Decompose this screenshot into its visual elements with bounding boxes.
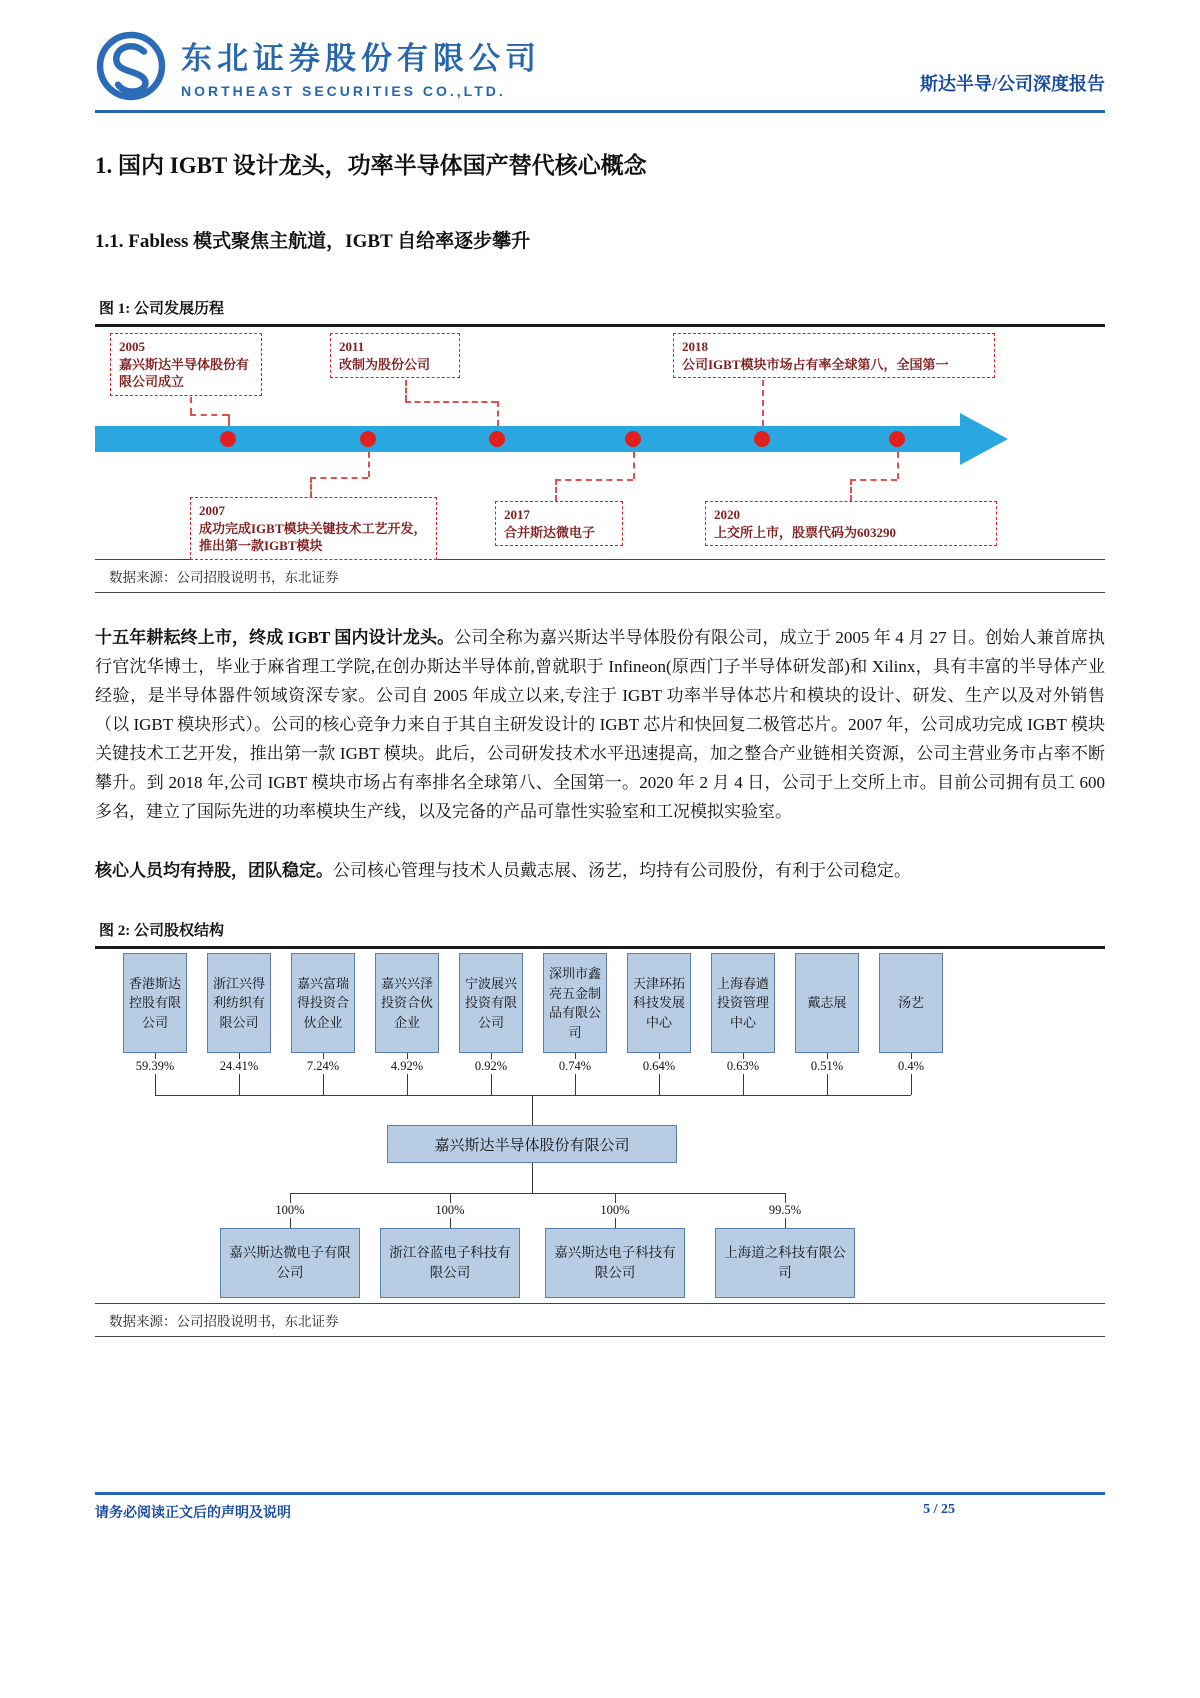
milestone-2007 — [190, 497, 437, 560]
ownership-pct: 0.63% — [701, 1059, 785, 1074]
brand-block — [95, 30, 541, 102]
brand-text — [181, 33, 541, 99]
connector-dashed — [850, 479, 852, 501]
connector-dashed — [405, 380, 407, 401]
milestone-year: 2011 — [339, 339, 365, 354]
figure-rule — [95, 324, 1105, 327]
ownership-pct: 0.4% — [869, 1059, 953, 1074]
milestone-2018 — [673, 333, 995, 378]
milestone-year: 2007 — [199, 503, 225, 518]
shareholder-box: 嘉兴兴泽投资合伙企业 — [375, 953, 439, 1053]
subsidiary-pct: 100% — [410, 1203, 490, 1218]
milestone-year: 2020 — [714, 507, 740, 522]
shareholder-box: 嘉兴富瑞得投资合伙企业 — [291, 953, 355, 1053]
connector-dashed — [497, 401, 499, 426]
paragraph-lead: 核心人员均有持股，团队稳定。 — [95, 861, 333, 880]
equity-structure-chart — [95, 953, 1105, 1303]
milestone-text: 公司IGBT模块市场占有率全球第八，全国第一 — [682, 356, 949, 372]
parent-company-box: 嘉兴斯达半导体股份有限公司 — [387, 1125, 677, 1163]
subsection-heading: 1.1. Fabless 模式聚焦主航道，IGBT 自给率逐步攀升 — [95, 231, 531, 252]
section-heading: 1. 国内 IGBT 设计龙头，功率半导体国产替代核心概念 — [95, 153, 647, 178]
figure-rule — [95, 946, 1105, 949]
milestone-year: 2005 — [119, 339, 145, 354]
header-rule — [95, 110, 1105, 113]
timeline-dot — [360, 431, 376, 447]
connector-dashed — [850, 479, 897, 481]
timeline-dot — [220, 431, 236, 447]
subsidiary-pct: 100% — [250, 1203, 330, 1218]
connector-line — [532, 1095, 533, 1125]
page-number: 5 / 25 — [923, 1502, 955, 1517]
milestone-text: 成功完成IGBT模块关键技术工艺开发，推出第一款IGBT模块 — [199, 520, 427, 554]
connector-dashed — [368, 452, 370, 477]
connector-dashed — [310, 477, 312, 497]
connector-dashed — [555, 479, 633, 481]
connector-line — [290, 1193, 785, 1194]
connector-dashed — [633, 452, 635, 479]
paragraph-text: 公司核心管理与技术人员戴志展、汤艺，均持有公司股份，有利于公司稳定。 — [333, 861, 911, 880]
ownership-pct: 0.64% — [617, 1059, 701, 1074]
shareholder-box: 宁波展兴投资有限公司 — [459, 953, 523, 1053]
timeline-dot — [489, 431, 505, 447]
body-paragraph-2 — [95, 856, 1105, 885]
milestone-2020 — [705, 501, 997, 546]
milestone-text: 合并斯达微电子 — [504, 524, 596, 540]
figure-2-caption: 图 2: 公司股权结构 — [99, 923, 224, 939]
page-footer — [95, 1492, 1105, 1522]
milestone-text: 改制为股份公司 — [339, 356, 431, 372]
paragraph-lead: 十五年耕耘终上市，终成 IGBT 国内设计龙头。 — [95, 628, 455, 647]
ownership-pct: 24.41% — [197, 1059, 281, 1074]
report-tag: 斯达半导/公司深度报告 — [920, 74, 1105, 94]
subsidiary-pct: 99.5% — [745, 1203, 825, 1218]
milestone-text: 嘉兴斯达半导体股份有限公司成立 — [119, 356, 250, 390]
development-timeline — [95, 331, 1105, 559]
shareholder-box: 天津环拓科技发展中心 — [627, 953, 691, 1053]
ownership-pct: 0.74% — [533, 1059, 617, 1074]
connector-line — [155, 1095, 911, 1096]
subsidiary-box: 嘉兴斯达微电子有限公司 — [220, 1228, 360, 1298]
body-paragraph-1 — [95, 623, 1105, 826]
shareholder-box: 汤艺 — [879, 953, 943, 1053]
subsidiary-box: 上海道之科技有限公司 — [715, 1228, 855, 1298]
timeline-arrowhead-icon — [960, 413, 1008, 465]
milestone-2017 — [495, 501, 623, 546]
shareholder-box: 香港斯达控股有限公司 — [123, 953, 187, 1053]
ownership-pct: 0.92% — [449, 1059, 533, 1074]
figure-2 — [95, 919, 1105, 1337]
subsidiary-pct: 100% — [575, 1203, 655, 1218]
figure-1-caption: 图 1: 公司发展历程 — [99, 301, 224, 317]
figure-1 — [95, 297, 1105, 593]
ownership-pct: 7.24% — [281, 1059, 365, 1074]
connector-dashed — [310, 477, 368, 479]
company-name-en: NORTHEAST SECURITIES CO.,LTD. — [181, 83, 506, 99]
ownership-pct: 4.92% — [365, 1059, 449, 1074]
connector-dashed — [405, 401, 497, 403]
ownership-pct: 0.51% — [785, 1059, 869, 1074]
figure-1-source: 数据来源：公司招股说明书，东北证券 — [95, 559, 1105, 593]
milestone-text: 上交所上市，股票代码为603290 — [714, 524, 897, 540]
ownership-pct: 59.39% — [113, 1059, 197, 1074]
connector-dashed — [555, 479, 557, 501]
timeline-dot — [889, 431, 905, 447]
milestone-2011 — [330, 333, 460, 378]
shareholder-box: 戴志展 — [795, 953, 859, 1053]
connector-dashed — [897, 452, 899, 479]
shareholder-box: 深圳市鑫亮五金制品有限公司 — [543, 953, 607, 1053]
timeline-dot — [754, 431, 770, 447]
company-name-cn: 东北证券股份有限公司 — [181, 41, 541, 76]
connector-dashed — [190, 414, 228, 416]
subsidiary-box: 浙江谷蓝电子科技有限公司 — [380, 1228, 520, 1298]
subsidiary-box: 嘉兴斯达电子科技有限公司 — [545, 1228, 685, 1298]
paragraph-text: 公司全称为嘉兴斯达半导体股份有限公司，成立于 2005 年 4 月 27 日。创始人兼首席执行官沈华博士，毕业于麻省理工学院,在创办斯达半导体前,曾就职于 Infineon(原西门子半导体研发部)和 Xilinx，具有丰富的半导体产业经验，是半导体器件领域资深专家。公司自 2005 年成立以来,专注于 IGBT 功率半导体芯片和模块的设计、研发、生产以及对外销售（以 IGBT 模块形式）。公司的核心竞争力来自于其自主研发设计的 IGBT 芯片和快回复二极管芯片。2007 年，公司成功完成 IGBT 模块关键技术工艺开发，推出第一款 IGBT 模块。此后，公司研发技术水平迅速提高，加之整合产业链相关资源，公司主营业务市占率不断攀升。到 2018 年,公司 IGBT 模块市场占有率排名全球第八、全国第一。2020 年 2 月 4 日，公司于上交所上市。目前公司拥有员工 600 多名，建立了国际先进的功率模块生产线，以及完备的产品可靠性实验室和工况模拟实验室。 — [95, 628, 1106, 821]
shareholder-box: 上海春遒投资管理中心 — [711, 953, 775, 1053]
milestone-2005 — [110, 333, 262, 396]
connector-line — [532, 1163, 533, 1193]
footer-disclaimer: 请务必阅读正文后的声明及说明 — [95, 1506, 291, 1521]
milestone-year: 2018 — [682, 339, 708, 354]
figure-2-source: 数据来源：公司招股说明书，东北证券 — [95, 1303, 1105, 1337]
page-header — [0, 0, 1200, 110]
shareholder-box: 浙江兴得利纺织有限公司 — [207, 953, 271, 1053]
connector-dashed — [190, 397, 192, 414]
connector-dashed — [228, 414, 230, 426]
northeast-securities-logo-icon — [95, 30, 167, 102]
timeline-dot — [625, 431, 641, 447]
milestone-year: 2017 — [504, 507, 530, 522]
connector-dashed — [762, 380, 764, 426]
